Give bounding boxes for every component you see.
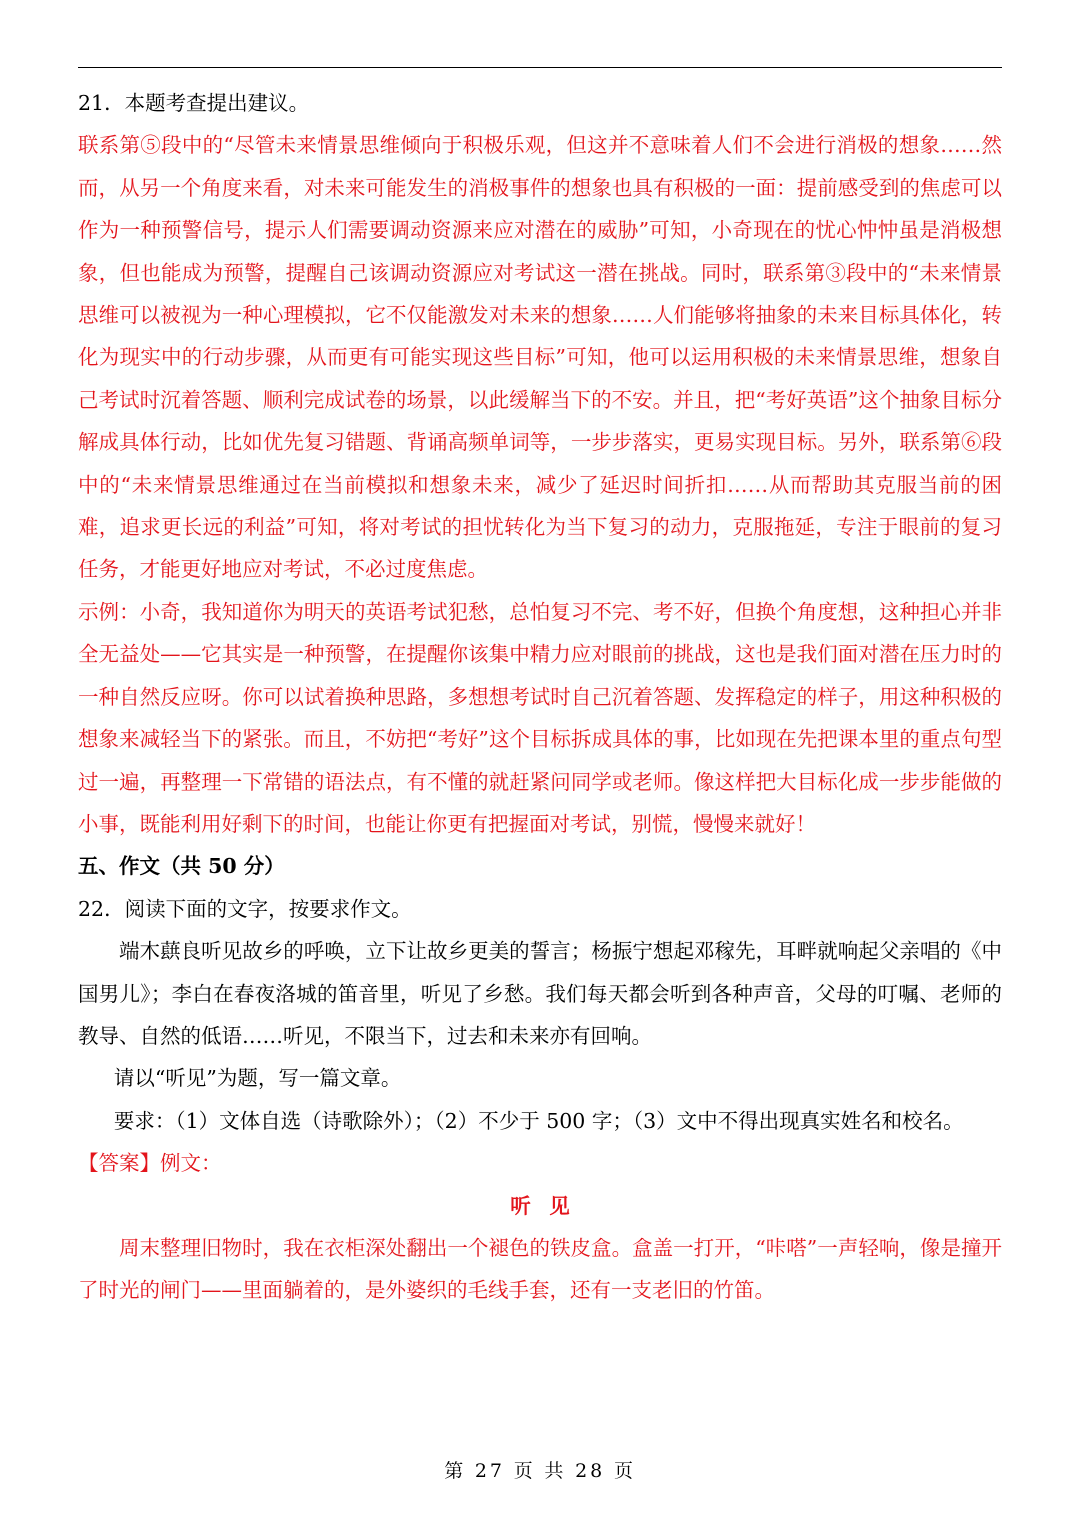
q22-material: 端木蕻良听见故乡的呼唤，立下让故乡更美的誓言；杨振宁想起邓稼先，耳畔就响起父亲唱的《中国男儿》；李白在春夜洛城的笛音里，听见了乡愁。我们每天都会听到各种声音，父母的叮嘱、老师的教导、自然的低语……听见，不限当下，过去和未来亦有回响。	[78, 939, 1002, 1048]
q21-analysis: 联系第⑤段中的“尽管未来情景思维倾向于积极乐观，但这并不意味着人们不会进行消极的想象……然而，从另一个角度来看，对未来可能发生的消极事件的想象也具有积极的一面：提前感受到的焦虑可以作为一种预警信号，提示人们需要调动资源来应对潜在的威胁”可知，小奇现在的忧心忡忡虽是消极想象，但也能成为预警，提醒自己该调动资源应对考试这一潜在挑战。同时，联系第③段中的“未来情景思维可以被视为一种心理模拟，它不仅能激发对未来的想象……人们能够将抽象的未来目标具体化，转化为现实中的行动步骤，从而更有可能实现这些目标”可知，他可以运用积极的未来情景思维，想象自己考试时沉着答题、顺利完成试卷的场景，以此缓解当下的不安。并且，把“考好英语”这个抽象目标分解成具体行动，比如优先复习错题、背诵高频单词等，一步步落实，更易实现目标。另外，联系第⑥段中的“未来情景思维通过在当前模拟和想象未来，减少了延迟时间折扣……从而帮助其克服当前的困难，追求更长远的利益”可知，将对考试的担忧转化为当下复习的动力，克服拖延，专注于眼前的复习任务，才能更好地应对考试，不必过度焦虑。	[78, 133, 1002, 582]
essay-paragraph-1: 周末整理旧物时，我在衣柜深处翻出一个褪色的铁皮盒。盒盖一打开，“咔嗒”一声轻响，像是撞开了时光的闸门——里面躺着的，是外婆织的毛线手套，还有一支老旧的竹笛。	[78, 1235, 1002, 1303]
q22-requirements: 要求：（1）文体自选（诗歌除外）；（2）不少于 500 字；（3）文中不得出现真实姓名和校名。	[113, 1108, 964, 1133]
header-rule	[78, 67, 1002, 68]
essay-title: 听见	[510, 1193, 589, 1218]
q21-heading: 21．本题考查提出建议。	[78, 91, 310, 115]
answer-label: 【答案】例文：	[78, 1151, 222, 1176]
q22-heading: 22．阅读下面的文字，按要求作文。	[78, 896, 412, 921]
essay-title-line	[78, 1185, 1002, 1227]
q22-prompt: 请以“听见”为题，写一篇文章。	[113, 1066, 402, 1091]
section5-heading: 五、作文（共 50 分）	[78, 854, 285, 879]
page-number-footer: 第 27 页 共 28 页	[444, 1460, 636, 1482]
q21-example: 示例：小奇，我知道你为明天的英语考试犯愁，总怕复习不完、考不好，但换个角度想，这种担心并非全无益处——它其实是一种预警，在提醒你该集中精力应对眼前的挑战，这也是我们面对潜在压力时的一种自然反应呀。你可以试着换种思路，多想想考试时自己沉着答题、发挥稳定的样子，用这种积极的想象来减轻当下的紧张。而且，不妨把“考好”这个目标拆成具体的事，比如现在先把课本里的重点句型过一遍，再整理一下常错的语法点，有不懂的就赶紧问同学或老师。像这样把大目标化成一步步能做的小事，既能利用好剩下的时间，也能让你更有把握面对考试，别慌，慢慢来就好！	[78, 599, 1002, 836]
page-content	[78, 82, 1002, 1312]
